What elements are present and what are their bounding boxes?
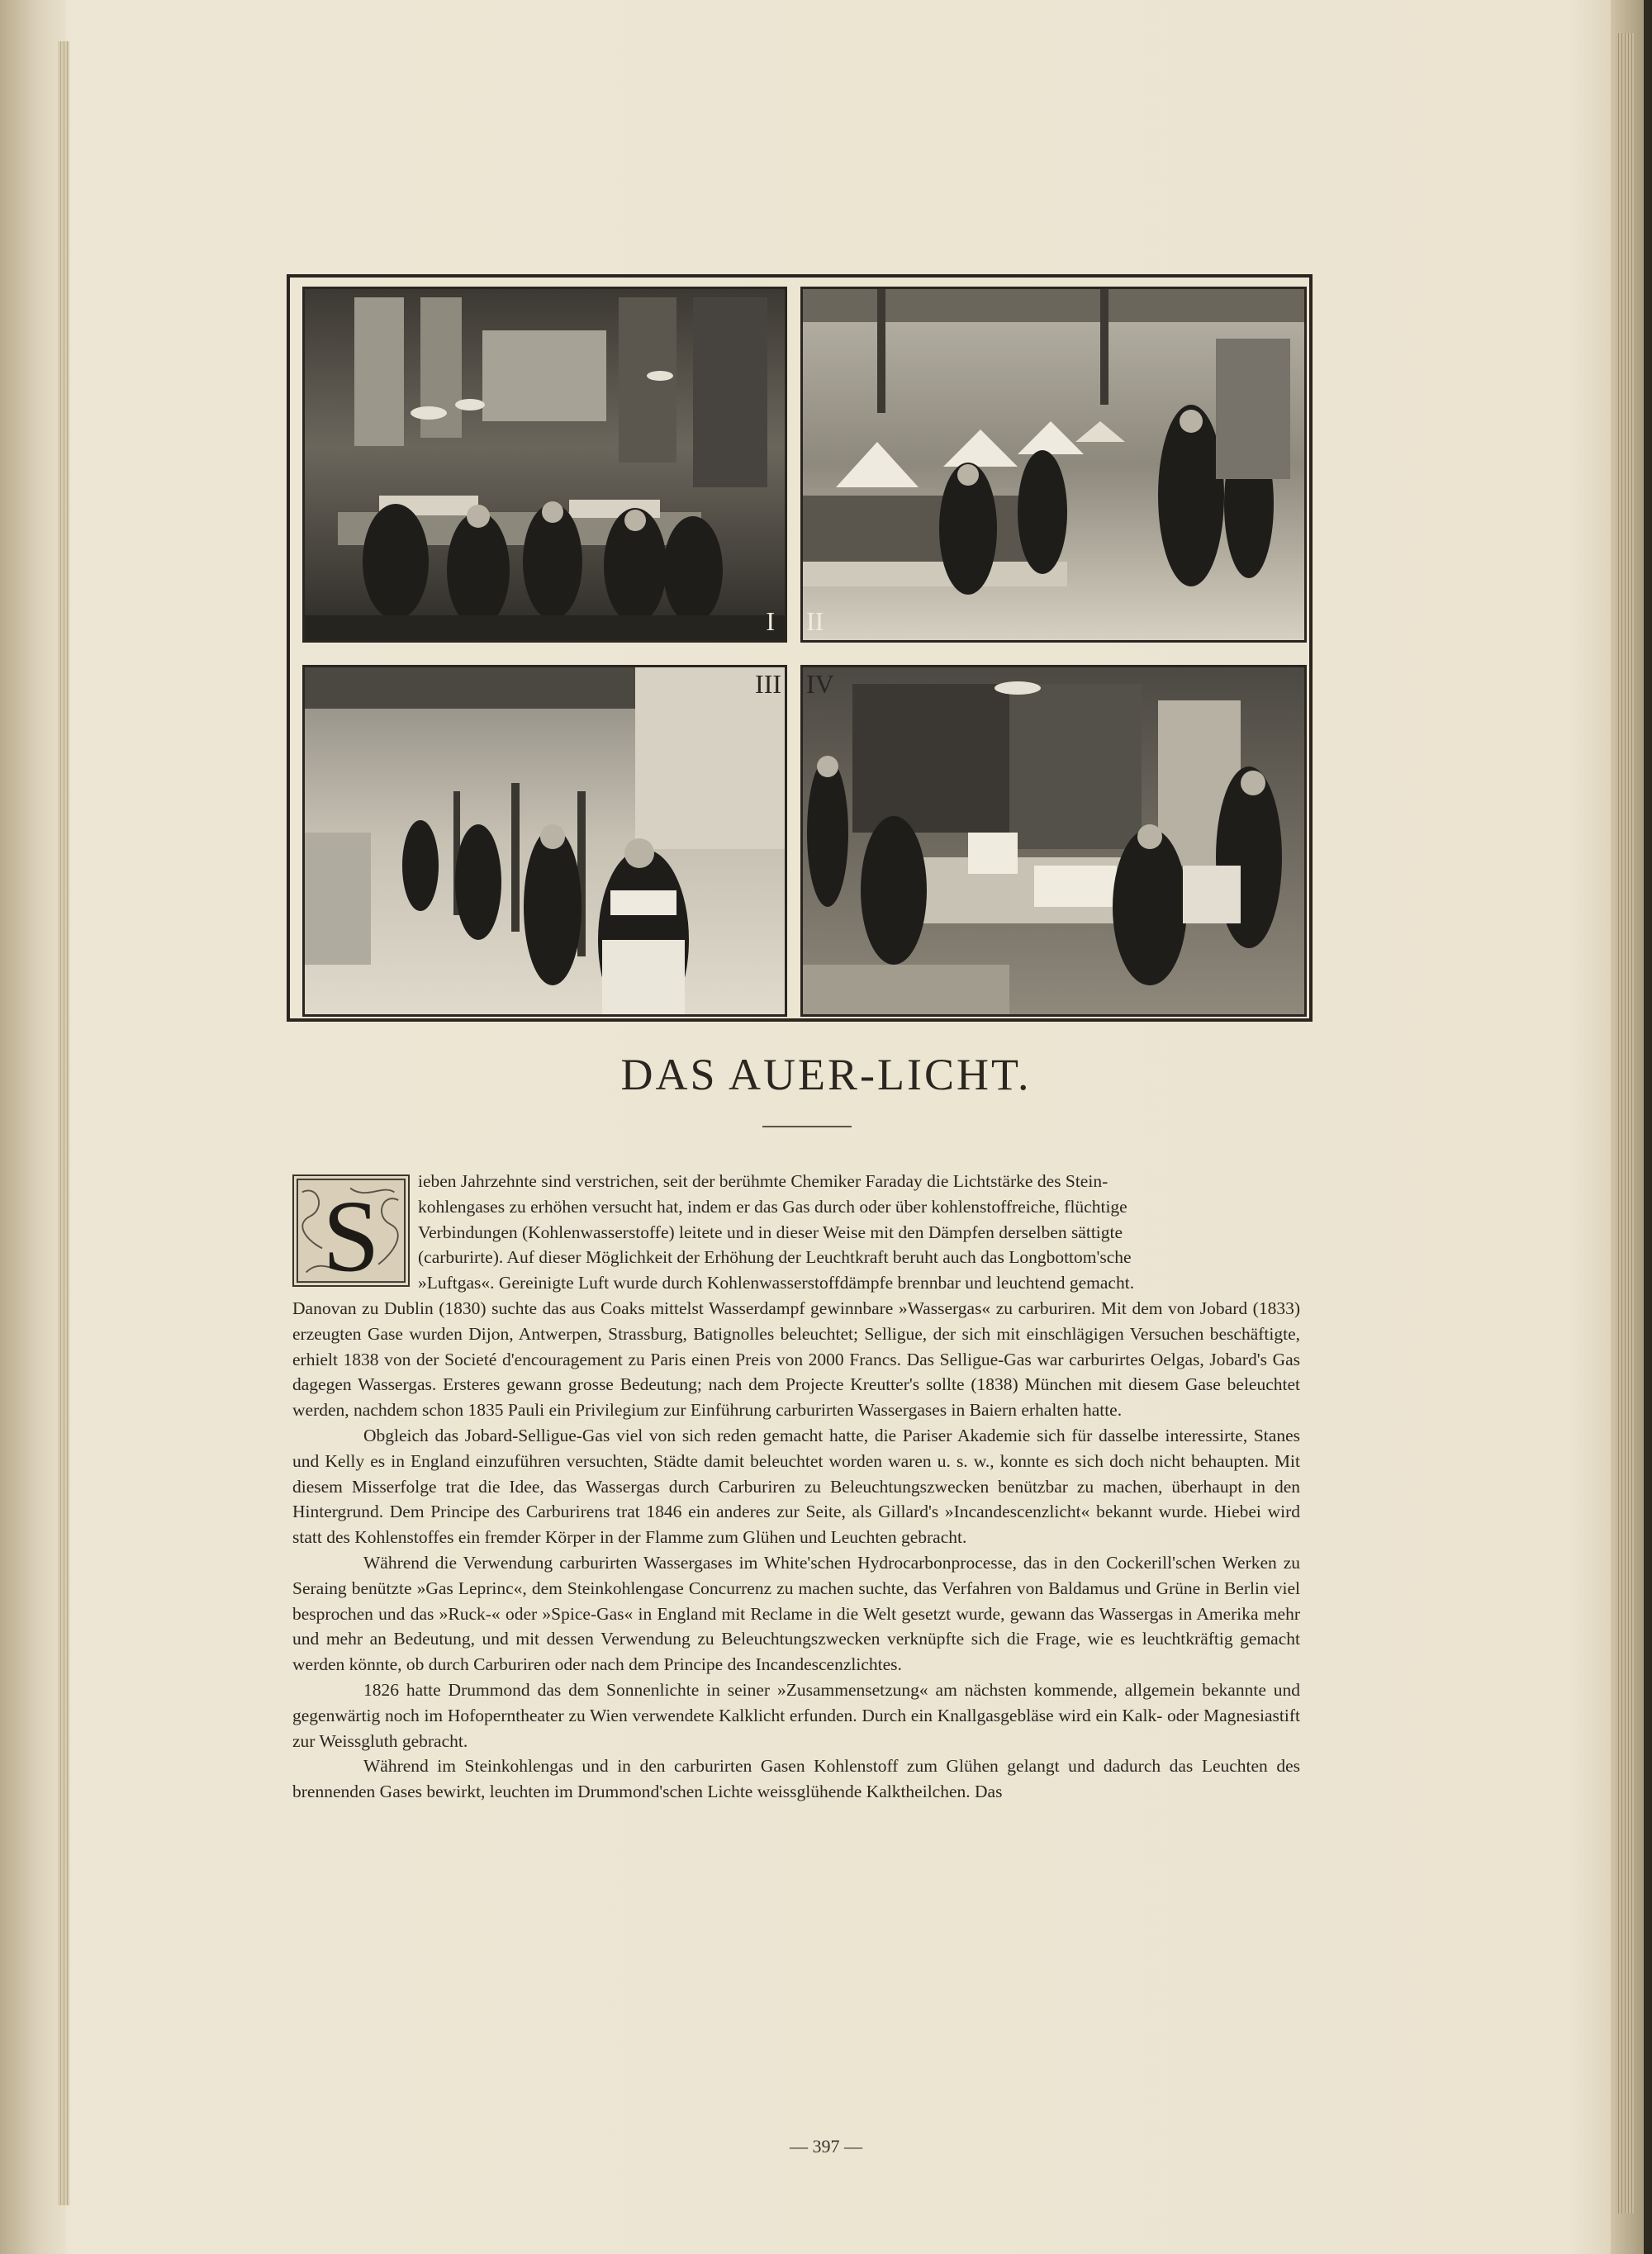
left-page-edges — [58, 41, 69, 2205]
photo-plate — [287, 274, 1313, 1022]
photo-iv — [800, 665, 1307, 1017]
photo-iii — [302, 665, 787, 1017]
photo-ii — [800, 287, 1307, 643]
plate-numeral: IV — [806, 669, 834, 699]
article-body — [292, 1169, 1300, 1805]
line: »Luftgas«. Gereinigte Luft wurde durch Kohlenwasserstoffdämpfe brennbar und leuchtend gemacht. — [418, 1273, 1135, 1293]
plate-numeral: III — [755, 669, 781, 699]
line: kohlengases zu erhöhen versucht hat, indem er das Gas durch oder über kohlenstoffreiche, flüchtige — [418, 1196, 1127, 1217]
photo-i — [302, 287, 787, 643]
line: (carburirte). Auf dieser Möglichkeit der Erhöhung der Leuchtkraft beruht auch das Longbottom'sche — [418, 1247, 1132, 1268]
plate-numeral: II — [806, 606, 824, 636]
paragraph: 1826 hatte Drummond das dem Sonnenlichte in seiner »Zusammensetzung« am nächsten kommende, allgemein bekannte und gegenwärtig noch im Hofoperntheater zu Wien verwendete Kalklicht erfunden. Durch ein Knallgasgebläse wird ein Kalk- oder Magnesiastift zur Weissgluth gebracht. — [292, 1679, 1300, 1751]
paragraph: Obgleich das Jobard-Selligue-Gas viel von sich reden gemacht hatte, die Pariser Akademie sich für dasselbe interessirte, Stanes und Kelly es in England einzuführen versuchten, Städte damit beleuchtet worden waren u. s. w., konnte es sich doch nicht behaupten. Mit diesem Misserfolge trat die Idee, das Wassergas durch Carburiren zu Beleuchtungszwecken benützbar zu machen, überhaupt in den Hintergrund. Dem Principe des Carburirens trat 1846 ein anderes zur Seite, als Gillard's »Incandescenzlicht« bekannt wurde. Hiebei wird statt des Kohlenstoffes ein fremder Körper in der Flamme zum Glühen und Leuchten gebracht. — [292, 1425, 1300, 1548]
photo-iii-image — [305, 667, 785, 1014]
line: Verbindungen (Kohlenwasserstoffe) leitete und in dieser Weise mit den Dämpfen derselben sättigte — [418, 1222, 1123, 1242]
photo-ii-image — [803, 289, 1304, 640]
article-title: DAS AUER-LICHT. — [620, 1050, 1032, 1099]
paragraph: Während im Steinkohlengas und in den carburirten Gasen Kohlenstoff zum Glühen gelangt und dadurch das Leuchten des brennenden Gases bewirkt, leuchten im Drummond'schen Lichte weissglühende Kalktheilchen. Das — [292, 1756, 1300, 1802]
line: ieben Jahrzehnte sind verstrichen, seit der berühmte Chemiker Faraday die Lichtstärke des Stein- — [418, 1171, 1108, 1191]
paragraph: Während die Verwendung carburirten Wassergases im White'schen Hydrocarbonprocesse, das in den Cockerill'schen Werken zu Seraing benützte »Gas Leprinc«, dem Steinkohlengase Concurrenz zu machen suchte, das Verfahren von Baldamus und Grüne in Berlin viel besprochen und das »Ruck-« oder »Spice-Gas« in England mit Reclame in die Welt gesetzt wurde, gewann das Wassergas in Amerika mehr und mehr an Bedeutung, und mit dessen Verwendung zu Beleuchtungszwecken verknüpfte sich die Frage, wie es leuchtkräftig gemacht werden könnte, ob durch Carburiren oder nach dem Principe des Incandescenzlichtes. — [292, 1552, 1300, 1675]
photo-i-image — [305, 289, 785, 640]
paragraph: Danovan zu Dublin (1830) suchte das aus Coaks mittelst Wasserdampf gewinnbare »Wassergas« zu carburiren. Mit dem von Jobard (1833) erzeugten Gase wurden Dijon, Antwerpen, Strassburg, Batignolles beleuchtet; Selligue, der sich mit einschlägigen Versuchen beschäftigte, erhielt 1838 von der Societé d'encouragement zu Paris einen Preis von 2000 Francs. Das Selligue-Gas war carburirtes Oelgas, Jobard's Gas dagegen Wassergas. Ersteres gewann grosse Bedeutung; nach dem Projecte Kreutter's sollte (1838) München mit diesem Gase beleuchtet werden, nachdem schon 1835 Pauli ein Privilegium zur Einführung carburirten Wassergases in Baiern erhalten hatte. — [292, 1298, 1300, 1421]
title-rule — [762, 1126, 852, 1127]
plate-numeral: I — [766, 606, 775, 636]
initial-letter: S — [322, 1179, 380, 1285]
right-page-edges — [1616, 33, 1634, 2214]
gutter-shadow — [0, 0, 66, 2254]
photo-iv-image — [803, 667, 1304, 1014]
page-number: — 397 — — [790, 2136, 862, 2157]
first-paragraph-opening — [292, 1169, 1300, 1296]
